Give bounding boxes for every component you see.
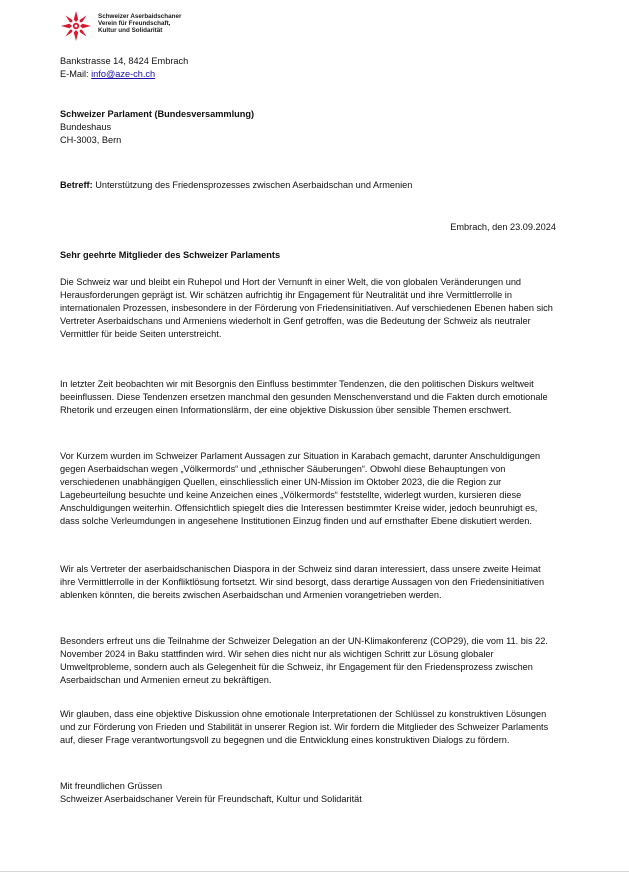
letter-date: Embrach, den 23.09.2024	[450, 222, 556, 232]
email-label: E-Mail:	[60, 69, 92, 79]
subject-line	[60, 179, 412, 192]
sender-email-line	[60, 68, 188, 81]
sender-block	[60, 55, 188, 81]
paragraph: Die Schweiz war und bleibt ein Ruhepol und Hort der Vernunft in einer Welt, die von globalen Veränderungen und Herausforderungen geprägt ist. Wir schätzen aufrichtig ihr Engagement für Neutralität und ihre Vermittlerrolle in internationalen Prozessen, insbesondere in der Förderung von Friedensinitiativen. Auf verschiedenen Ebenen haben sich Vertreter Aserbaidschans und Armeniens wiederholt in Genf getroffen, was die Bedeutung der Schweiz als neutraler Vermittler für beide Seiten unterstreicht.	[60, 277, 553, 339]
recipient-line: Bundeshaus	[60, 122, 112, 132]
recipient-line: CH-3003, Bern	[60, 135, 122, 145]
paragraph: Wir als Vertreter der aserbaidschanischen Diaspora in der Schweiz sind daran interessiert, dass unsere zweite Heimat ihre Vermittlerrolle in der Konfliktlösung fortsetzt. Wir sind besorgt, dass derartige Aussagen von den Friedensinitiativen ablenken könnten, die bereits zwischen Aserbaidschan und Armenien vorangetrieben werden.	[60, 564, 545, 600]
email-link[interactable]: info@aze-ch.ch	[91, 69, 156, 79]
logo-line: Schweizer Aserbaidschaner	[98, 13, 182, 20]
salutation: Sehr geehrte Mitglieder des Schweizer Parlaments	[60, 250, 281, 260]
page-bottom-divider	[0, 871, 629, 872]
paragraph: Besonders erfreut uns die Teilnahme der Schweizer Delegation an der UN-Klimakonferenz (COP29), die vom 11. bis 22. November 2024 in Baku stattfinden wird. Wir sehen dies nicht nur als wichtigen Schritt zur Lösung globaler Umweltprobleme, sondern auch als Gelegenheit für die Schweiz, ihr Engagement für den Friedensprozess zwischen Aserbaidschan und Armenien erneut zu bekräftigen.	[60, 636, 548, 685]
association-logo	[60, 10, 181, 47]
logo-line: Kultur und Solidarität	[98, 27, 163, 35]
subject-text: Unterstützung des Friedensprozesses zwischen Aserbaidschan und Armenien	[92, 180, 413, 190]
recipient-block	[60, 108, 254, 147]
red-star-emblem-icon	[60, 10, 92, 47]
paragraph: Vor Kurzem wurden im Schweizer Parlament Aussagen zur Situation in Karabach gemacht, darunter Anschuldigungen gegen Aserbaidschan wegen „Völkermords“ und „ethnischer Säuberungen“. Obwohl diese Behauptungen von verschiedenen unabhängigen Quellen, einschliesslich einer UN-Mission im Oktober 2023, die die Region zur Lagebeurteilung besuchte und keine Anzeichen eines „Völkermords“ feststellte, widerlegt wurden, kursieren diese Anschuldigungen weiterhin. Offensichtlich spiegelt dies die Interessen bestimmter Kreise wider, jedoch beunruhigt es, dass solche Verleumdungen in angesehene Institutionen Einzug finden und auf ernsthafter Ebene diskutiert werden.	[60, 451, 541, 526]
sender-address: Bankstrasse 14, 8424 Embrach	[60, 56, 189, 66]
logo-text	[98, 13, 181, 35]
closing-block	[60, 780, 362, 806]
signature: Schweizer Aserbaidschaner Verein für Freundschaft, Kultur und Solidarität	[60, 794, 362, 804]
paragraph: In letzter Zeit beobachten wir mit Besorgnis den Einfluss bestimmter Tendenzen, die den politischen Diskurs weltweit beeinflussen. Diese Tendenzen ersetzen manchmal den gesunden Menschenverstand und die Fakten durch emotionale Rhetorik und erzeugen einen Informationslärm, der eine objektive Diskussion über sensible Themen erschwert.	[60, 379, 548, 415]
subject-label: Betreff:	[60, 180, 93, 190]
recipient-name: Schweizer Parlament (Bundesversammlung)	[60, 109, 255, 119]
closing: Mit freundlichen Grüssen	[60, 781, 163, 791]
paragraph: Wir glauben, dass eine objektive Diskussion ohne emotionale Interpretationen der Schlüssel zu konstruktiven Lösungen und zur Förderung von Frieden und Stabilität in unserer Region ist. Wir fordern die Mitglieder des Schweizer Parlaments auf, dieser Frage verantwortungsvoll zu begegnen und die Entwicklung eines konstruktiven Dialogs zu fördern.	[60, 709, 549, 745]
logo-line: Verein für Freundschaft,	[98, 20, 171, 28]
